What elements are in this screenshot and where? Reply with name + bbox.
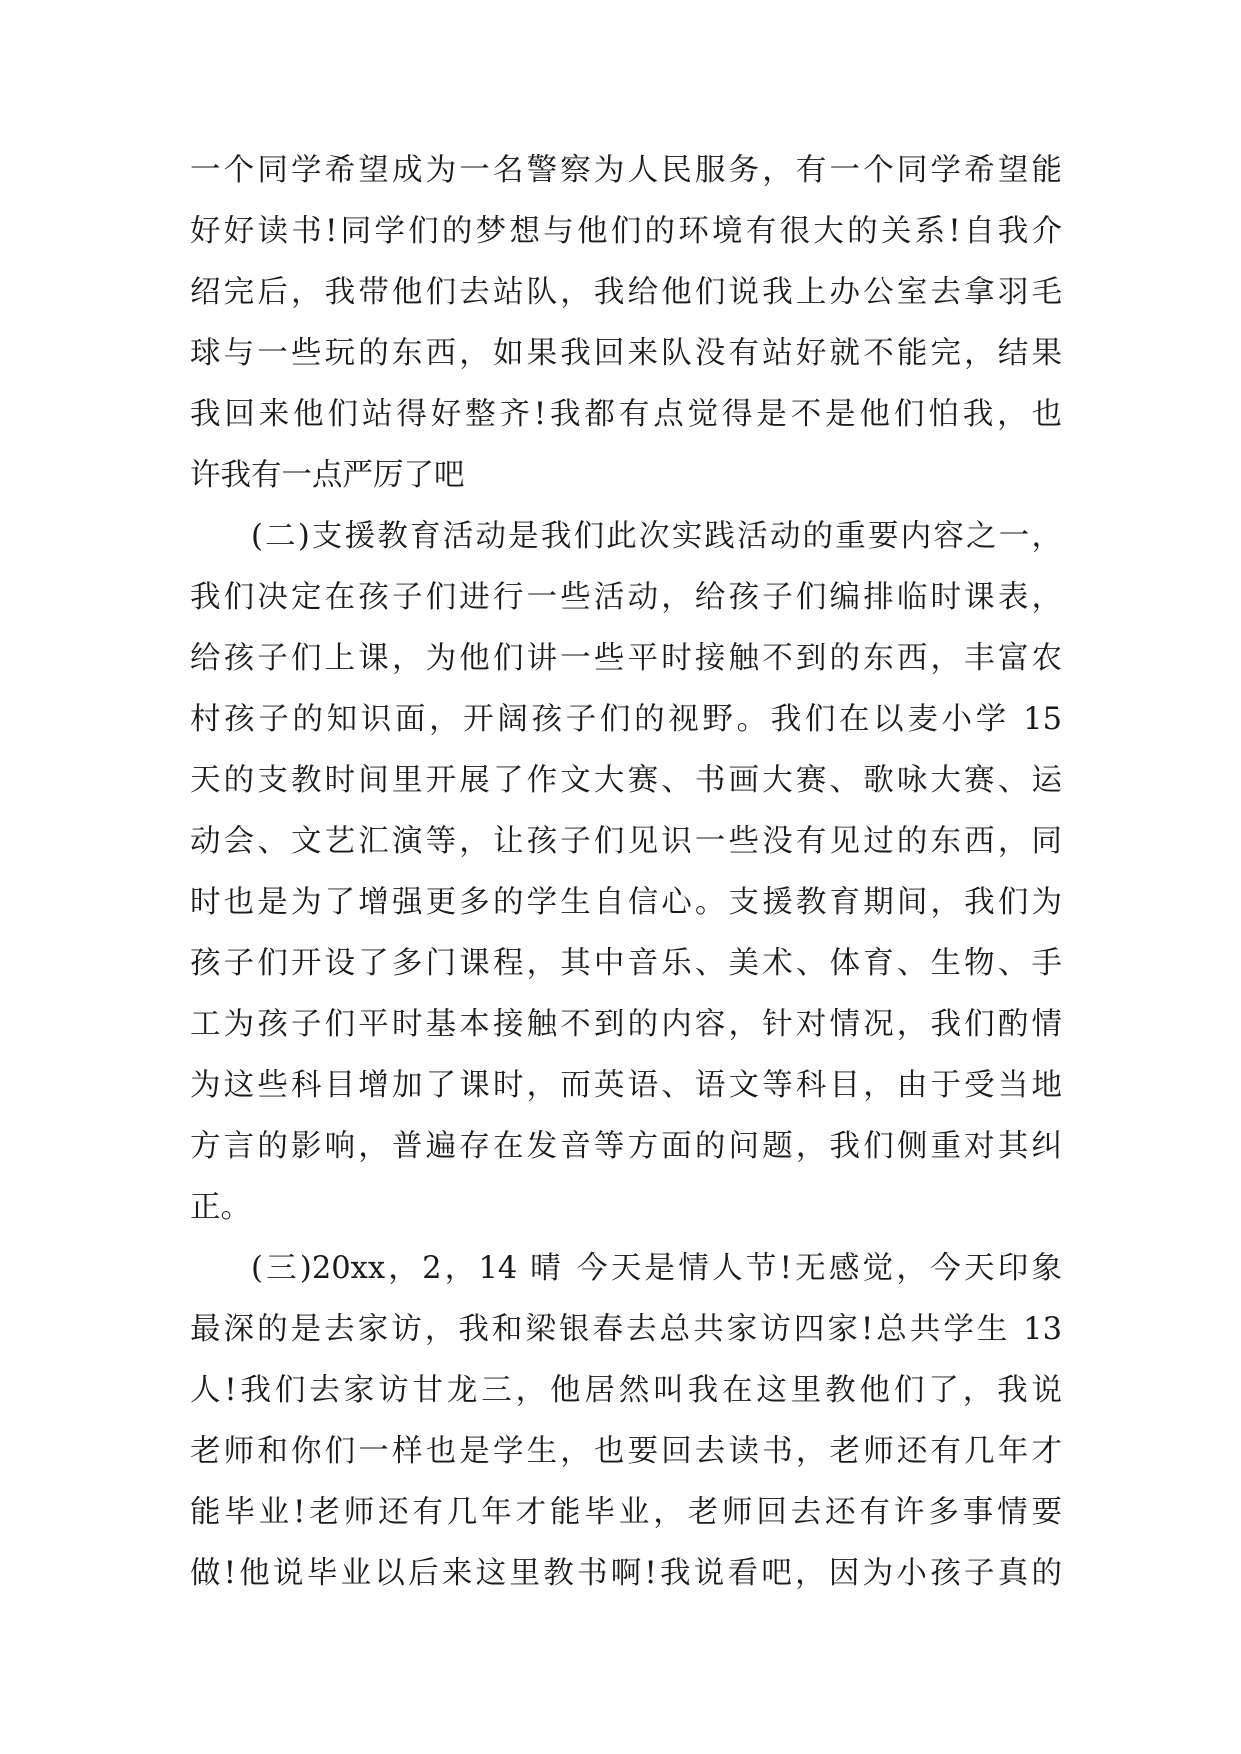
paragraph-2-line-9: 工为孩子们平时基本接触不到的内容，针对情况，我们酌情 [190, 1007, 1062, 1042]
paragraph-1-line-1: 一个同学希望成为一名警察为人民服务，有一个同学希望能 [190, 153, 1062, 188]
paragraph-2-line-12: 正。 [190, 1190, 251, 1225]
paragraph-1-line-4: 球与一些玩的东西，如果我回来队没有站好就不能完，结果 [190, 336, 1062, 371]
paragraph-3-line-6: 做!他说毕业以后来这里教书啊!我说看吧，因为小孩子真的 [190, 1556, 1062, 1591]
paragraph-2-line-2: 我们决定在孩子们进行一些活动，给孩子们编排临时课表， [190, 580, 1062, 615]
paragraph-3-line-5: 能毕业!老师还有几年才能毕业，老师回去还有许多事情要 [190, 1495, 1062, 1530]
paragraph-3-line-2: 最深的是去家访，我和梁银春去总共家访四家!总共学生 13 [190, 1312, 1062, 1347]
paragraph-2-line-5: 天的支教时间里开展了作文大赛、书画大赛、歌咏大赛、运 [190, 763, 1062, 798]
paragraph-2-line-8: 孩子们开设了多门课程，其中音乐、美术、体育、生物、手 [190, 946, 1062, 981]
paragraph-2-line-3: 给孩子们上课，为他们讲一些平时接触不到的东西，丰富农 [190, 641, 1062, 676]
paragraph-2-line-4: 村孩子的知识面，开阔孩子们的视野。我们在以麦小学 15 [190, 702, 1062, 737]
paragraph-1-line-2: 好好读书!同学们的梦想与他们的环境有很大的关系!自我介 [190, 214, 1062, 249]
paragraph-2-line-7: 时也是为了增强更多的学生自信心。支援教育期间，我们为 [190, 885, 1062, 920]
paragraph-1-line-3: 绍完后，我带他们去站队，我给他们说我上办公室去拿羽毛 [190, 275, 1062, 310]
paragraph-1-line-6: 许我有一点严厉了吧 [190, 458, 465, 493]
paragraph-2-line-1: (二)支援教育活动是我们此次实践活动的重要内容之一， [251, 519, 1062, 554]
paragraph-3-line-1: (三)20xx，2，14 晴 今天是情人节!无感觉，今天印象 [251, 1251, 1062, 1286]
paragraph-3-line-3: 人!我们去家访甘龙三，他居然叫我在这里教他们了，我说 [190, 1373, 1062, 1408]
paragraph-2-line-10: 为这些科目增加了课时，而英语、语文等科目，由于受当地 [190, 1068, 1062, 1103]
paragraph-3-line-4: 老师和你们一样也是学生，也要回去读书，老师还有几年才 [190, 1434, 1062, 1469]
paragraph-2-line-6: 动会、文艺汇演等，让孩子们见识一些没有见过的东西，同 [190, 824, 1062, 859]
paragraph-2-line-11: 方言的影响，普遍存在发音等方面的问题，我们侧重对其纠 [190, 1129, 1062, 1164]
paragraph-1-line-5: 我回来他们站得好整齐!我都有点觉得是不是他们怕我，也 [190, 397, 1062, 432]
